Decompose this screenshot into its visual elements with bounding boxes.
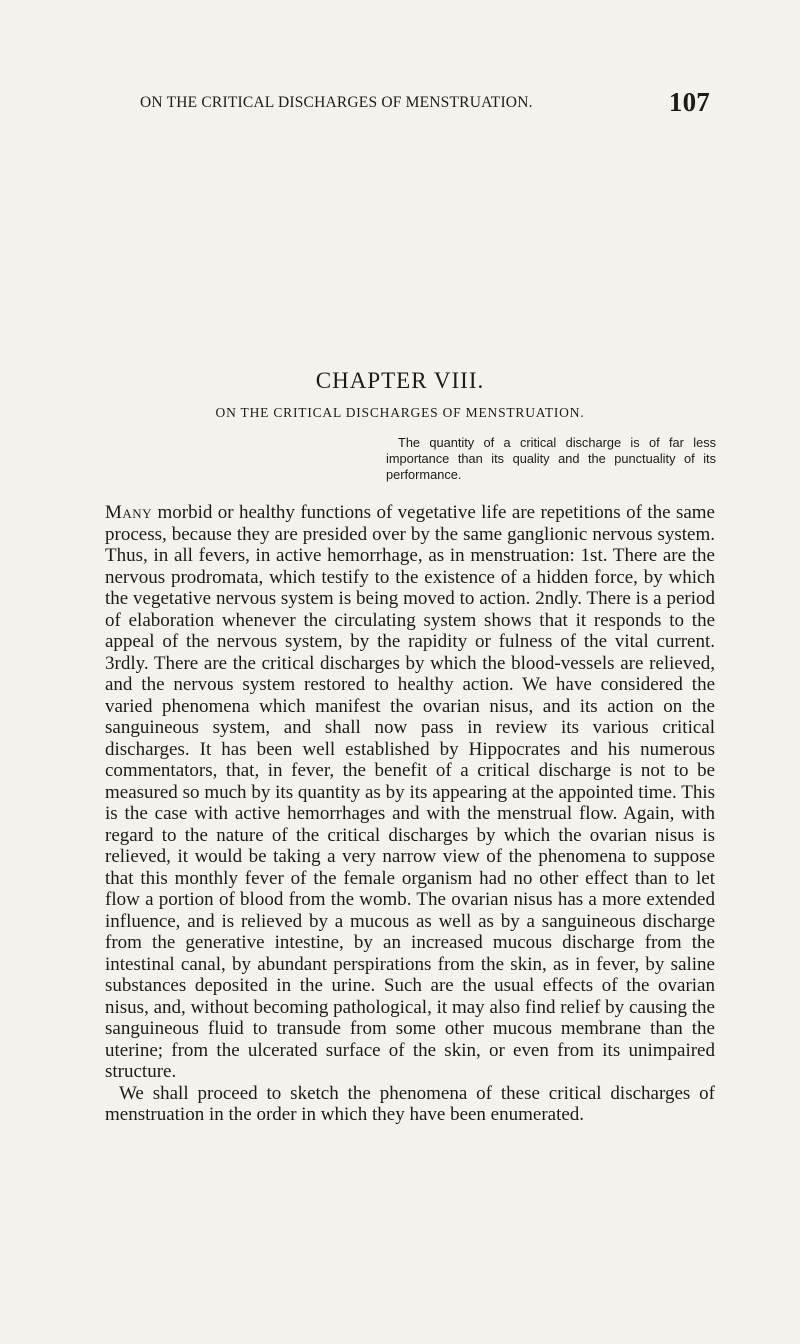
epigraph: The quantity of a critical discharge is of far less importance than its quality and the punctuality of its performance.: [386, 435, 716, 482]
paragraph: [105, 502, 715, 1083]
paragraph-text: morbid or healthy functions of vegetative life are repetitions of the same process, because they are presided over by the same ganglionic nervous system. Thus, in all fevers, in active hemorrhage, as in menstruation: 1st. There are the nervous prodromata, which testify to the existence of a hidden force, by which the vegetative nervous system is being moved to action. 2ndly. There is a period of elaboration whenever the circulating system shows that it responds to the appeal of the nervous system, by the rapidity or fulness of the vital current. 3rdly. There are the critical discharges by which the blood-vessels are relieved, and the nervous system restored to healthy action. We have considered the varied phenomena which manifest the ovarian nisus, and its action on the sanguineous system, and shall now pass in review its various critical discharges. It has been well established by Hippocrates and his numerous commentators, that, in fever, the benefit of a critical discharge is not to be measured so much by its quantity as by its appearing at the appointed time. This is the case with active hemorrhages and with the menstrual flow. Again, with regard to the nature of the critical discharges by which the ovarian nisus is relieved, it would be taking a very narrow view of the phenomena to suppose that this monthly fever of the female organism had no other effect than to let flow a portion of blood from the womb. The ovarian nisus has a more extended influence, and is relieved by a mucous as well as by a sanguineous discharge from the generative intestine, by an increased mucous discharge from the intestinal canal, by abundant perspirations from the skin, as in fever, by saline substances deposited in the urine. Such are the usual effects of the ovarian nisus, and, without becoming pathological, it may also find relief by causing the sanguineous fluid to transude from some other mucous membrane than the uterine; from the ulcerated surface of the skin, or even from its unimpaired structure.: [105, 502, 715, 1082]
lead-word: Many: [105, 502, 153, 523]
body-text: [105, 502, 715, 1126]
page-number: 107: [668, 87, 710, 117]
running-head-title: ON THE CRITICAL DISCHARGES OF MENSTRUATION.: [140, 94, 533, 111]
paragraph: We shall proceed to sketch the phenomena of these critical discharges of menstruation in the order in which they have been enumerated.: [105, 1082, 715, 1125]
chapter-subtitle: ON THE CRITICAL DISCHARGES OF MENSTRUATION.: [215, 405, 585, 420]
chapter-heading: CHAPTER VIII.: [315, 368, 485, 393]
